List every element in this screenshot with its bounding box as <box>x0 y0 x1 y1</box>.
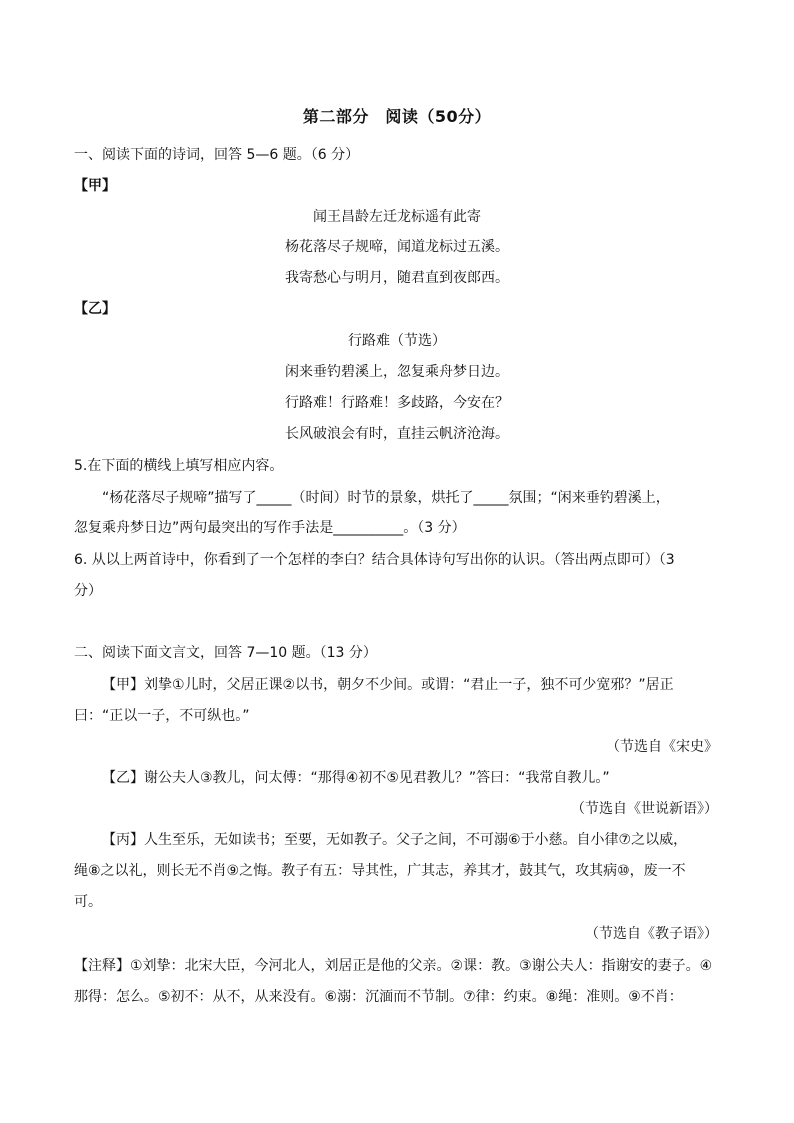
question-5-title: 5.在下面的横线上填写相应内容。 <box>74 458 284 474</box>
label-yi: 【乙】 <box>74 301 116 317</box>
passage-bing-text: 可。 <box>74 894 102 910</box>
poem2-line: 闲来垂钓碧溪上，忽复乘舟梦日边。 <box>285 364 509 380</box>
poem2-title: 行路难（节选） <box>348 333 446 349</box>
poem2-line: 长风破浪会有时，直挂云帆济沧海。 <box>285 426 509 442</box>
passage-jia-text: 曰：“正以一子，不可纵也。” <box>74 708 250 724</box>
passage-jia-text: 【甲】刘挚①儿时，父居正课②以书，朝夕不少间。或谓：“君止一子，独不可少宽邪？”居正 <box>102 677 674 693</box>
passage-bing-text: 【丙】人生至乐，无如读书；至要，无如教子。父子之间，不可溺⑥于小慈。自小律⑦之以威， <box>102 832 688 848</box>
passage-bing-source: （节选自《教子语》） <box>585 926 718 942</box>
passage-jia-source: （节选自《宋史》 <box>606 739 718 755</box>
question-6-text: 6. 从以上两首诗中，你看到了一个怎样的李白？结合具体诗句写出你的认识。（答出两点即可）（3 <box>74 552 675 568</box>
annotation-notes: 那得：怎么。⑤初不：从不，从来没有。⑥溺：沉湎而不节制。⑦律：约束。⑧绳：准则。⑨不肖： <box>74 989 683 1005</box>
poem1-title: 闻王昌龄左迁龙标遥有此寄 <box>313 209 481 225</box>
page-title: 第二部分 阅读（50分） <box>302 107 492 126</box>
question-5-text: 忽复乘舟梦日边”两句最突出的写作手法是__________。（3 分） <box>74 520 466 536</box>
annotation-notes: 【注释】①刘挚：北宋大臣，今河北人，刘居正是他的父亲。②课：教。③谢公夫人：指谢安的妻子。④ <box>74 958 713 974</box>
poem1-line: 我寄愁心与明月，随君直到夜郎西。 <box>285 270 509 286</box>
label-jia: 【甲】 <box>74 178 116 194</box>
poem1-line: 杨花落尽子规啼，闻道龙标过五溪。 <box>285 239 509 255</box>
passage-bing-text: 绳⑧之以礼，则长无不肖⑨之悔。教子有五：导其性，广其志，养其才，鼓其气，攻其病⑩，废一不 <box>74 863 686 879</box>
question-6-text: 分） <box>74 583 102 599</box>
section1-heading: 一、阅读下面的诗词，回答 5—6 题。（6 分） <box>74 147 360 163</box>
passage-yi-text: 【乙】谢公夫人③教儿，问太傅：“那得④初不⑤见君教儿？”答曰：“我常自教儿。” <box>102 770 610 786</box>
poem2-line: 行路难！行路难！多歧路，今安在？ <box>285 395 509 411</box>
section2-heading: 二、阅读下面文言文，回答 7—10 题。（13 分） <box>74 645 377 661</box>
passage-yi-source: （节选自《世说新语》） <box>571 801 718 817</box>
question-5-text: “杨花落尽子规啼”描写了_____（时间）时节的景象，烘托了_____氛围；“闲来垂钓碧溪上， <box>102 490 670 506</box>
